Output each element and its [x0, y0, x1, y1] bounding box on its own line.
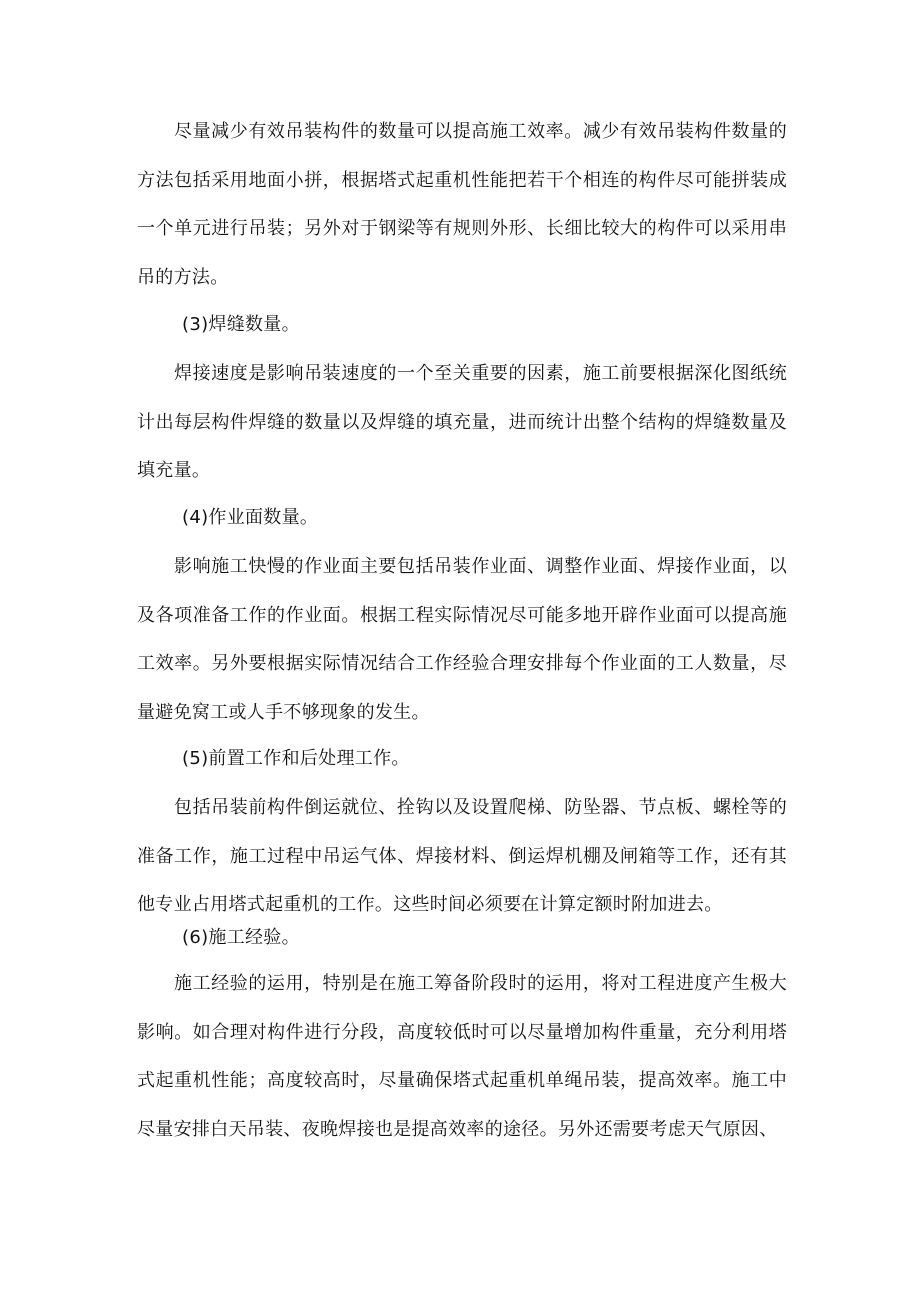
heading-construction-experience: (6)施工经验。: [182, 927, 300, 948]
heading-pre-post-work: (5)前置工作和后处理工作。: [182, 748, 410, 769]
paragraph-welding-speed: 焊接速度是影响吊装速度的一个至关重要的因素，施工前要根据深化图纸统计出每层构件焊缝的数量以及焊缝的填充量，进而统计出整个结构的焊缝数量及填充量。: [137, 363, 787, 481]
heading-weld-count: (3)焊缝数量。: [182, 314, 300, 335]
paragraph-pre-post-work: 包括吊装前构件倒运就位、拴钩以及设置爬梯、防坠器、节点板、螺栓等的准备工作，施工过程中吊运气体、焊接材料、倒运焊机棚及闸箱等工作，还有其他专业占用塔式起重机的工作。这些时间必须要在计算定额时附加进去。: [137, 797, 787, 915]
paragraph-lifting-components: 尽量减少有效吊装构件的数量可以提高施工效率。减少有效吊装构件数量的方法包括采用地面小拼，根据塔式起重机性能把若干个相连的构件尽可能拼装成一个单元进行吊装；另外对于钢梁等有规则外形、长细比较大的构件可以采用串吊的方法。: [137, 121, 787, 288]
paragraph-work-surfaces: 影响施工快慢的作业面主要包括吊装作业面、调整作业面、焊接作业面，以及各项准备工作的作业面。根据工程实际情况尽可能多地开辟作业面可以提高施工效率。另外要根据实际情况结合工作经验合理安排每个作业面的工人数量，尽量避免窝工或人手不够现象的发生。: [137, 556, 787, 723]
paragraph-construction-experience: 施工经验的运用，特别是在施工筹备阶段时的运用，将对工程进度产生极大影响。如合理对构件进行分段，高度较低时可以尽量增加构件重量，充分利用塔式起重机性能；高度较高时，尽量确保塔式起重机单绳吊装，提高效率。施工中尽量安排白天吊装、夜晚焊接也是提高效率的途径。另外还需要考虑天气原因、: [137, 973, 787, 1140]
heading-work-surface-count: (4)作业面数量。: [182, 507, 319, 528]
